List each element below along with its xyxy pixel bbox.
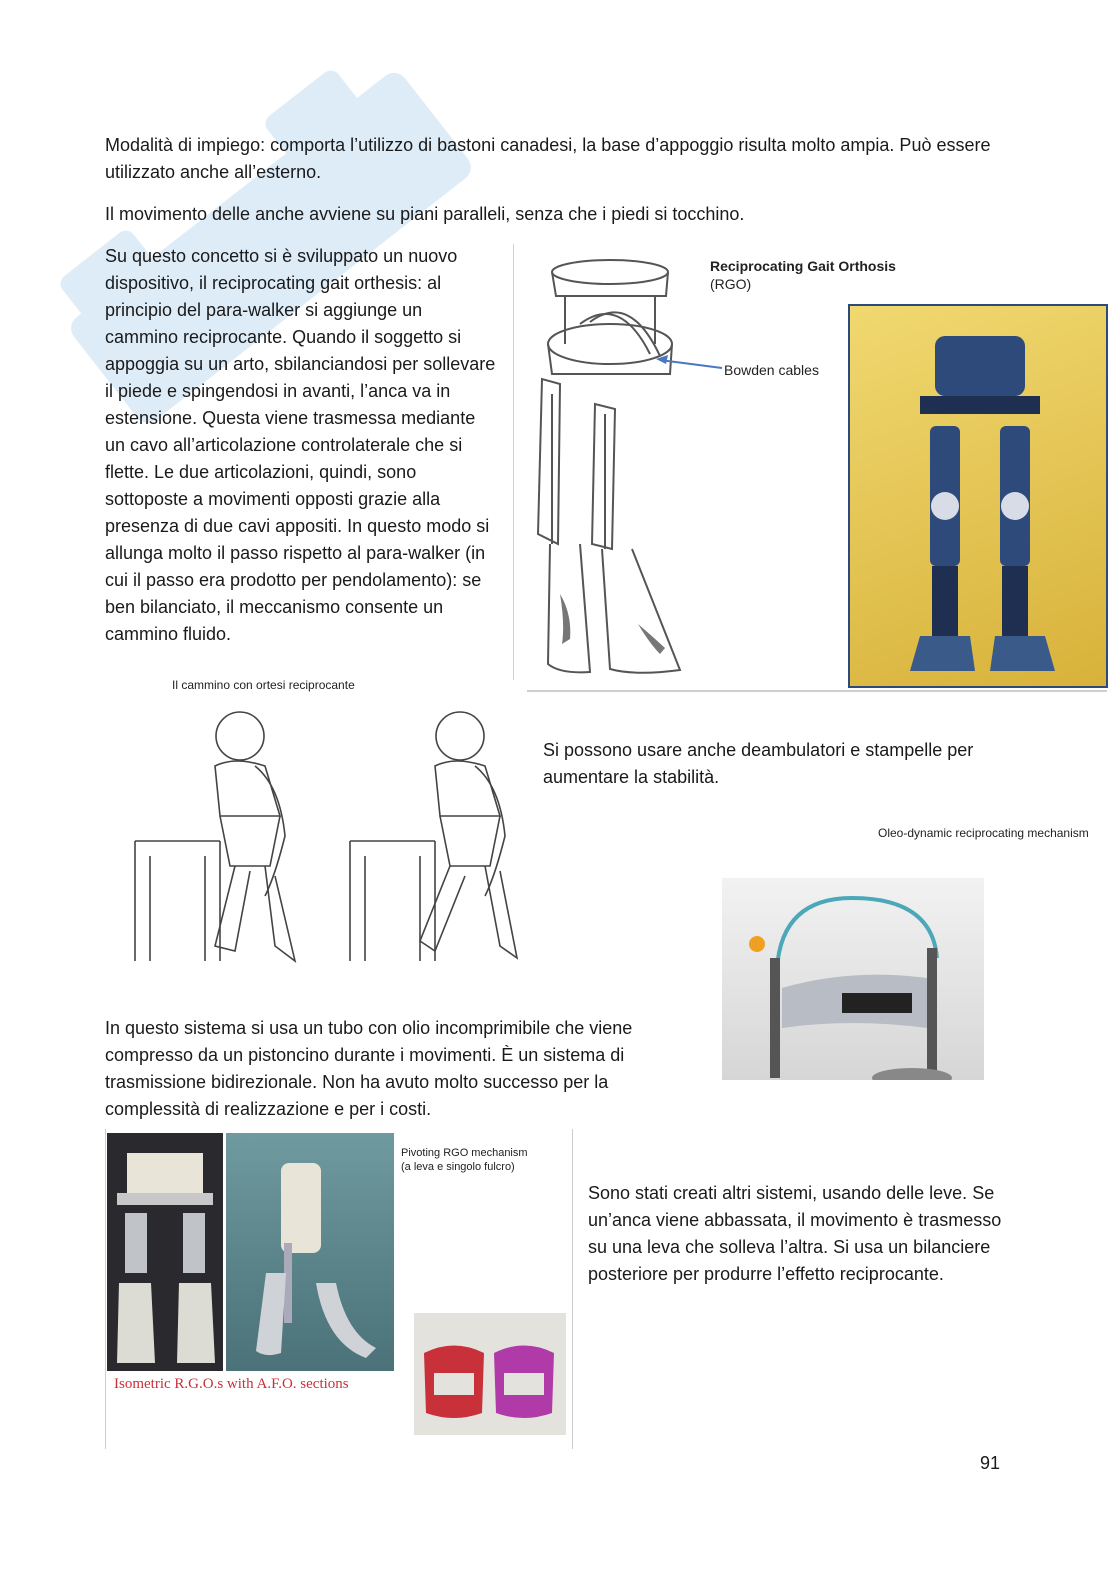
paragraph-lever-systems: Sono stati creati altri sistemi, usando delle leve. Se un’anca viene abbassata, il movimento è trasmesso su una leva che solleva l’altra. Si usa un bilanciere posteriore per produrre l’effetto reciprocante. bbox=[588, 1183, 1002, 1284]
rgo-photo bbox=[848, 304, 1108, 688]
arrow-icon bbox=[656, 352, 726, 372]
rgo-subtitle: (RGO) bbox=[710, 276, 752, 292]
pivot-mechanisms-illustration bbox=[414, 1313, 566, 1435]
pivot-mechanisms-photo bbox=[414, 1313, 566, 1435]
isometric-photo-side bbox=[226, 1133, 394, 1371]
paragraph-usage: Modalità di impiego: comporta l’utilizzo di bastoni canadesi, la base d’appoggio risulta molto ampia. Può essere utilizzato anche all’esterno. bbox=[105, 135, 991, 182]
pivot-caption-line2: (a leva e singolo fulcro) bbox=[401, 1161, 515, 1173]
oleo-mechanism-illustration bbox=[722, 878, 984, 1080]
figure-divider-horizontal bbox=[527, 690, 1107, 692]
isometric-caption: Isometric R.G.O.s with A.F.O. sections bbox=[114, 1376, 349, 1392]
walking-caption: Il cammino con ortesi reciprocante bbox=[172, 678, 355, 692]
walking-children-illustration bbox=[105, 696, 530, 986]
paragraph-walkers: Si possono usare anche deambulatori e stampelle per aumentare la stabilità. bbox=[543, 740, 974, 787]
figure-divider-vertical bbox=[513, 244, 514, 680]
pivot-figure bbox=[105, 1129, 573, 1449]
rgo-figure bbox=[520, 244, 1108, 688]
oleo-photo bbox=[722, 878, 984, 1080]
isometric-photo-front bbox=[107, 1133, 223, 1371]
rgo-line-drawing bbox=[520, 244, 850, 684]
isometric-side-illustration bbox=[226, 1133, 394, 1371]
rgo-title: Reciprocating Gait Orthosis bbox=[710, 258, 896, 274]
paragraph-hip-movement: Il movimento delle anche avviene su piani paralleli, senza che i piedi si tocchino. bbox=[105, 204, 745, 224]
pivot-caption-line1: Pivoting RGO mechanism bbox=[401, 1147, 528, 1159]
page-number: 91 bbox=[980, 1453, 1001, 1473]
paragraph-rgo-concept: Su questo concetto si è sviluppato un nuovo dispositivo, il reciprocating gait orthesis: al principio del para-walker si aggiunge un cammino reciprocante. Quando il soggetto si appoggia su un arto, sbilanciandosi per sollevare il piede e spingendosi in avanti, l’anca va in estensione. Questa viene trasmessa mediante un cavo all’articolazione controlaterale che si flette. Le due articolazioni, quindi, sono sottoposte a movimenti opposti grazie alla presenza di due cavi appositi. In questo modo si allunga molto il passo rispetto al para-walker (in cui il passo era prodotto per pendolamento): se ben bilanciato, il meccanismo consente un cammino fluido. bbox=[105, 246, 496, 644]
orthosis-photo-illustration bbox=[850, 306, 1106, 686]
bowden-cables-label: Bowden cables bbox=[724, 362, 819, 378]
isometric-front-illustration bbox=[107, 1133, 223, 1371]
oleo-caption: Oleo-dynamic reciprocating mechanism bbox=[878, 826, 1089, 840]
paragraph-oleo-system: In questo sistema si usa un tubo con olio incomprimibile che viene compresso da un pistoncino durante i movimenti. È un sistema di trasmissione bidirezionale. Non ha avuto molto successo per la complessità di realizzazione e per i costi. bbox=[105, 1018, 633, 1119]
